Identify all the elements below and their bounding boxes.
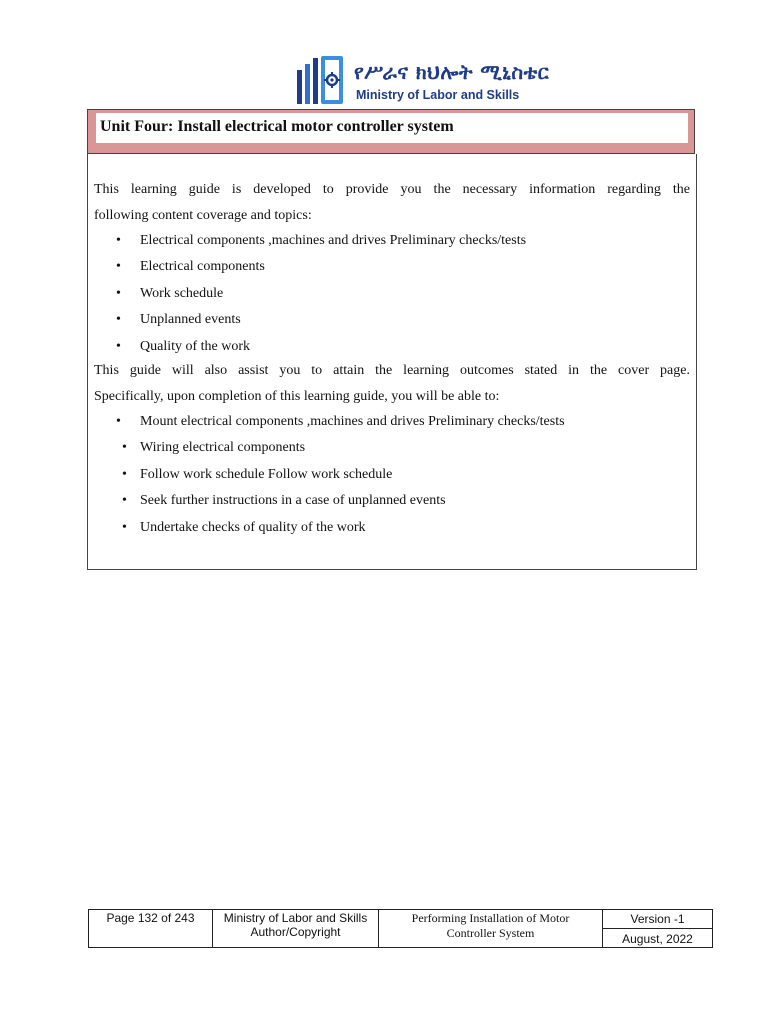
unit-header-inner	[96, 113, 688, 143]
bullet-dot: •	[116, 259, 121, 275]
bullet-dot: •	[116, 312, 121, 328]
ministry-logo-icon	[296, 54, 346, 108]
list-item: • Seek further instructions in a case of unplanned events	[88, 488, 688, 514]
list-item: • Unplanned events	[88, 307, 688, 333]
ministry-logo	[296, 52, 550, 110]
intro-line-1: This learning guide is developed to provide you the necessary information regarding the	[94, 182, 690, 197]
bullet-dot: •	[122, 440, 127, 456]
footer-org-line-2: Author/Copyright	[250, 925, 341, 939]
list-item: • Electrical components ,machines and drives Preliminary checks/tests	[88, 228, 688, 254]
topics-list	[88, 228, 688, 360]
outcome-line-1: This guide will also assist you to attain the learning outcomes stated in the cover page.	[94, 363, 690, 378]
list-item: • Undertake checks of quality of the work	[88, 515, 688, 541]
bullet-dot: •	[116, 285, 121, 301]
bullet-dot: •	[116, 233, 121, 248]
list-item: • Wiring electrical components	[88, 435, 688, 461]
page-footer	[88, 909, 713, 948]
footer-document-title	[379, 910, 603, 947]
list-item: • Electrical components	[88, 254, 688, 280]
footer-organization	[213, 910, 379, 947]
version-text: Version -1	[630, 912, 685, 926]
bullet-dot: •	[116, 338, 121, 354]
content-box	[87, 154, 697, 570]
list-item: • Follow work schedule Follow work schedule	[88, 462, 688, 488]
list-item: • Work schedule	[88, 281, 688, 307]
outcomes-list	[88, 409, 688, 541]
logo-english-text: Ministry of Labor and Skills	[356, 88, 520, 102]
footer-date	[603, 929, 712, 947]
footer-title-line-2: Controller System	[446, 926, 535, 940]
unit-title: Unit Four: Install electrical motor controller system	[100, 118, 454, 135]
logo-amharic-text: የሥራና ክህሎት ሚኒስቴር	[354, 60, 550, 84]
footer-title-line-1: Performing Installation of Motor	[411, 911, 570, 925]
footer-page-number	[89, 910, 213, 947]
intro-paragraph	[94, 177, 690, 228]
unit-header-band	[87, 109, 695, 154]
footer-org-line-1: Ministry of Labor and Skills	[223, 911, 368, 925]
bullet-dot: •	[116, 414, 121, 429]
list-item: • Quality of the work	[88, 334, 688, 360]
bullet-dot: •	[122, 466, 127, 482]
page-number-text: Page 132 of 243	[106, 911, 195, 925]
outcome-line-2: Specifically, upon completion of this learning guide, you will be able to:	[94, 388, 500, 404]
footer-version	[603, 910, 712, 929]
list-item: • Mount electrical components ,machines and drives Preliminary checks/tests	[88, 409, 688, 435]
bullet-dot: •	[122, 519, 127, 535]
bullet-dot: •	[122, 493, 127, 509]
date-text: August, 2022	[622, 932, 693, 946]
intro-line-2: following content coverage and topics:	[94, 207, 312, 223]
outcome-paragraph	[94, 358, 690, 409]
